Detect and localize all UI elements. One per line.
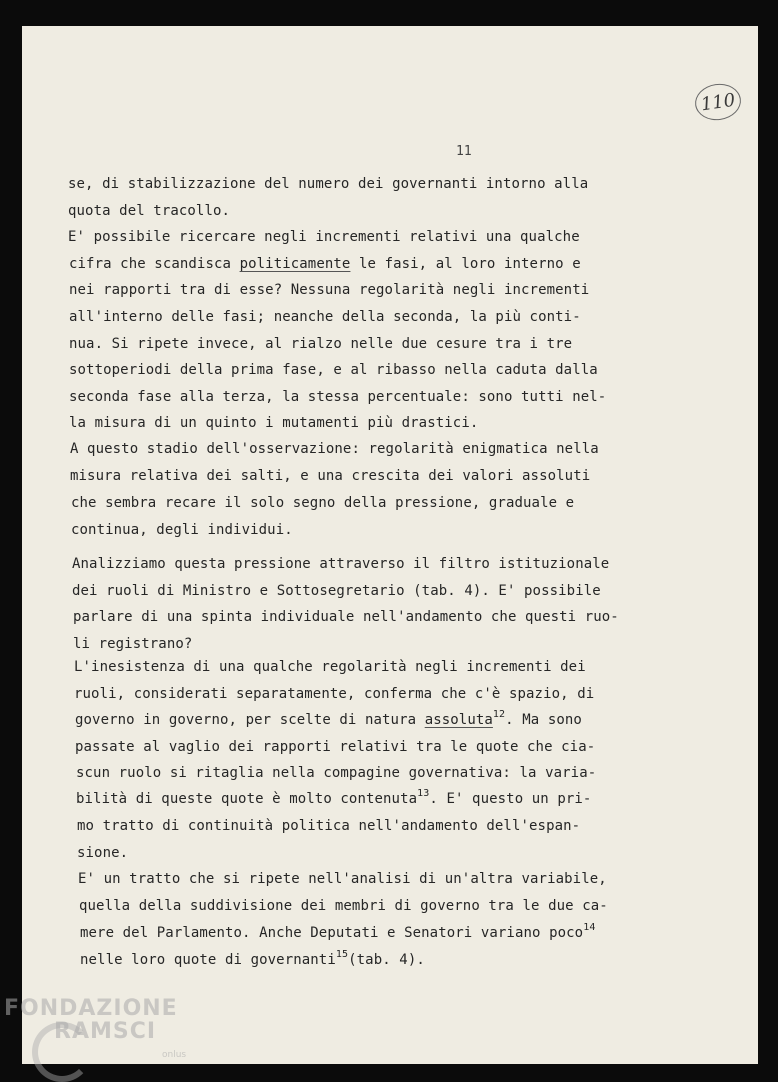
text-line: E' un tratto che si ripete nell'analisi di un'altra variabile, (78, 871, 607, 887)
text-line: sottoperiodi della prima fase, e al ribasso nella caduta dalla (69, 362, 598, 378)
text-line: bilità di queste quote è molto contenuta$^{13}$. E' questo un pri- (76, 788, 592, 807)
text-line: mo tratto di continuità politica nell'andamento dell'espan- (77, 818, 581, 834)
text-line: quota del tracollo. (68, 203, 231, 219)
text-line: nei rapporti tra di esse? Nessuna regolarità negli incrementi (69, 282, 590, 298)
footnote-ref: 12 (492, 709, 506, 720)
text-line: passate al vaglio dei rapporti relativi tra le quote che cia- (75, 739, 596, 755)
watermark-line-3: onlus (162, 1050, 187, 1060)
text-line: Analizziamo questa pressione attraverso il filtro istituzionale (72, 556, 610, 572)
text-line: seconda fase alla terza, la stessa percentuale: sono tutti nel- (69, 389, 607, 405)
text-line: che sembra recare il solo segno della pressione, graduale e (71, 495, 575, 511)
text-line: la misura di un quinto i mutamenti più drastici. (69, 415, 479, 431)
text-line: parlare di una spinta individuale nell'andamento che questi ruo- (73, 609, 619, 625)
text-line: continua, degli individui. (71, 522, 293, 538)
text-line: li registrano? (73, 636, 193, 652)
text-line: dei ruoli di Ministro e Sottosegretario (tab. 4). E' possibile (72, 583, 601, 599)
underlined-word: politicamente (239, 256, 351, 272)
g-logo-icon (32, 1022, 92, 1082)
text-line: cifra che scandisca politicamente le fasi, al loro interno e (69, 256, 581, 272)
text-line: ruoli, considerati separatamente, conferma che c'è spazio, di (74, 686, 595, 702)
page-number: 11 (456, 144, 472, 159)
watermark-line-2: RAMSCI (54, 1019, 157, 1044)
document-page (22, 26, 758, 1064)
text-line: sione. (77, 845, 129, 861)
text-line: nua. Si ripete invece, al rialzo nelle due cesure tra i tre (69, 336, 573, 352)
watermark-line-1: FONDAZIONE (4, 996, 178, 1021)
text-line: all'interno delle fasi; neanche della seconda, la più conti- (69, 309, 581, 325)
archive-number: 110 (693, 81, 744, 123)
text-line: A questo stadio dell'osservazione: regolarità enigmatica nella (70, 441, 599, 457)
text-line: quella della suddivisione dei membri di governo tra le due ca- (79, 898, 608, 914)
text-line: se, di stabilizzazione del numero dei governanti intorno alla (68, 176, 589, 192)
text-line: mere del Parlamento. Anche Deputati e Senatori variano poco$^{14}$ (80, 922, 596, 941)
underlined-word: assoluta (424, 712, 493, 728)
text-line: E' possibile ricercare negli incrementi relativi una qualche (68, 229, 580, 245)
text-line: nelle loro quote di governanti$^{15}$(tab. 4). (80, 949, 425, 968)
footnote-ref: 13 (417, 788, 430, 799)
text-line: scun ruolo si ritaglia nella compagine governativa: la varia- (76, 765, 597, 781)
text-line: L'inesistenza di una qualche regolarità negli incrementi dei (74, 659, 586, 675)
fondazione-gramsci-watermark (4, 996, 187, 1060)
text-line: misura relativa dei salti, e una crescita dei valori assoluti (70, 468, 591, 484)
footnote-ref: 14 (583, 922, 596, 933)
footnote-ref: 15 (335, 949, 349, 960)
text-line: governo in governo, per scelte di natura assoluta$^{12}$. Ma sono (75, 709, 582, 728)
